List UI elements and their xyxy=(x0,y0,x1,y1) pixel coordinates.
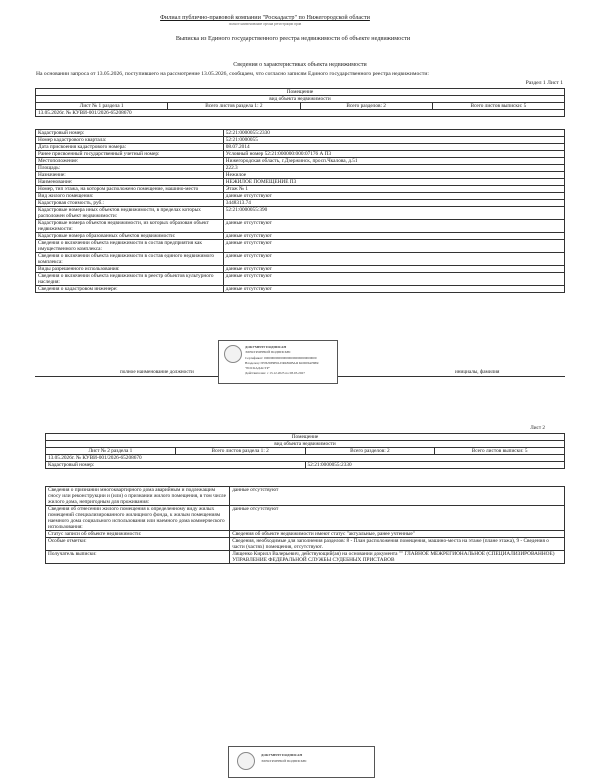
sheet1-header-table xyxy=(35,88,565,117)
row-value: 08.07.2014 xyxy=(223,144,564,151)
row-value: данные отсутствуют xyxy=(223,273,564,286)
emblem-icon xyxy=(224,345,242,363)
row-label: Кадастровые номера объектов недвижимости, из которых образован объект недвижимости: xyxy=(36,220,224,233)
table-row xyxy=(46,531,565,538)
row-value: 52:21:0000055 xyxy=(223,137,564,144)
stamp-owner-name: "РОСКАДАСТР" xyxy=(245,366,270,370)
row-label: Сведения о признании многоквартирного дома аварийным и подлежащим сносу или реконструкции и (или) о признании жилого помещения, в том числе жилого дома, непригодным для проживания: xyxy=(46,487,230,506)
row-label: Местоположение: xyxy=(36,158,224,165)
row-label: Кадастровый номер: xyxy=(36,130,224,137)
sections-count: Всего разделов: 2 xyxy=(300,103,432,110)
electronic-signature-stamp-2 xyxy=(228,746,375,778)
row-value: данные отсутствуют xyxy=(230,487,565,506)
row-value: Лященко Кирилл Валерьевич, действующий(ая) на основании документа "" ГЛАВНОЕ МЕЖРЕГИОНАЛЬНОЕ (СПЕЦИАЛИЗИРОВАННОЕ) УПРАВЛЕНИЕ ФЕДЕРАЛЬНОЙ СЛУЖБЫ СУДЕБНЫХ ПРИСТАВОВ xyxy=(230,551,565,564)
sheet1-data-table xyxy=(35,129,565,293)
table-row xyxy=(36,172,565,179)
section-sheet-count: Всего листов раздела 1: 2 xyxy=(175,448,305,455)
sheet2-header-table xyxy=(45,433,565,469)
document-number: 13.05.2026г. № КУВИ-001/2026-65208670 xyxy=(36,110,565,117)
table-row xyxy=(36,207,565,220)
row-label: Получатель выписки: xyxy=(46,551,230,564)
row-value: 3448313.74 xyxy=(223,200,564,207)
table-row xyxy=(36,266,565,273)
organization-name: Филиал публично-правовой компании "Роскадастр" по Нижегородской области xyxy=(160,14,370,21)
document-title: Выписка из Единого государственного реестра недвижимости об объекте недвижимости xyxy=(175,35,411,42)
table-row xyxy=(36,158,565,165)
table-row xyxy=(36,240,565,253)
row-label: Номер кадастрового квартала: xyxy=(36,137,224,144)
stamp-title: ДОКУМЕНТ ПОДПИСАН xyxy=(245,345,287,349)
sheet-number: Лист № 1 раздела 1 xyxy=(36,103,168,110)
row-label: Кадастровая стоимость, руб.: xyxy=(36,200,224,207)
table-row xyxy=(36,200,565,207)
table-row xyxy=(36,179,565,186)
stamp-validity: Действителен: с 13.12.2025 по 08.03.2027 xyxy=(245,371,305,375)
section-sheet-label: Раздел 1 Лист 1 xyxy=(525,80,563,86)
stamp-subtitle: ЭЛЕКТРОННОЙ ПОДПИСЬЮ xyxy=(261,759,307,763)
table-row xyxy=(36,130,565,137)
row-value: Условный номер 52:21:000000:000:07176 А П3 xyxy=(223,151,564,158)
object-type: Помещение xyxy=(46,434,565,441)
table-row xyxy=(36,253,565,266)
table-row xyxy=(36,151,565,158)
organization-caption: полное наименование органа регистрации прав xyxy=(228,22,302,26)
table-row xyxy=(46,506,565,531)
row-value: 52:21:0000055:390 xyxy=(223,207,564,220)
row-label: Дата присвоения кадастрового номера: xyxy=(36,144,224,151)
row-label: Сведения об отнесении жилого помещения к определенному виду жилых помещений специализированного жилищного фонда, к жилым помещениям наемного дома социального использования или наемного дома коммерческого использования: xyxy=(46,506,230,531)
emblem-icon xyxy=(237,752,255,770)
table-row xyxy=(36,220,565,233)
table-row xyxy=(36,144,565,151)
row-value: 222.3 xyxy=(223,165,564,172)
stamp-certificate: Сертификат: 0000000000000000000000000000000 xyxy=(245,356,317,360)
cadastral-number-value: 52:21:0000055:2330 xyxy=(305,462,565,469)
request-basis: На основании запроса от 13.05.2026, поступившего на рассмотрение 13.05.2026, сообщаем, что согласно записям Единого государственного реестра недвижимости: xyxy=(36,71,429,77)
section-sheet-count: Всего листов раздела 1: 2 xyxy=(168,103,300,110)
total-sheets-count: Всего листов выписки: 5 xyxy=(432,103,564,110)
table-row xyxy=(36,165,565,172)
row-label: Сведения о кадастровом инженере: xyxy=(36,286,224,293)
row-label: Статус записи об объекте недвижимости: xyxy=(46,531,230,538)
table-row xyxy=(36,193,565,200)
sheet2-label: Лист 2 xyxy=(530,425,545,431)
table-row xyxy=(36,286,565,293)
row-value: НЕЖИЛОЕ ПОМЕЩЕНИЕ П3 xyxy=(223,179,564,186)
row-value: данные отсутствуют xyxy=(223,233,564,240)
stamp-subtitle: ЭЛЕКТРОННОЙ ПОДПИСЬЮ xyxy=(245,350,291,354)
sheet-number: Лист № 2 раздела 1 xyxy=(46,448,176,455)
row-value: данные отсутствуют xyxy=(223,220,564,233)
object-kind-caption: вид объекта недвижимости xyxy=(36,96,565,103)
cadastral-number-label: Кадастровый номер: xyxy=(46,462,306,469)
row-value: Сведения, необходимые для заполнения разделов: 8 - План расположения помещения, машино-места на этаже (плане этажа), 9 - Сведения о части (частях) помещения, отсутствуют. xyxy=(230,538,565,551)
position-caption: полное наименование должности xyxy=(120,369,194,375)
row-label: Кадастровые номера иных объектов недвижимости, в пределах которых расположен объект недвижимости: xyxy=(36,207,224,220)
row-label: Ранее присвоенный государственный учетный номер: xyxy=(36,151,224,158)
row-label: Сведения о включении объекта недвижимости в состав предприятия как имущественного комплекса: xyxy=(36,240,224,253)
table-row xyxy=(46,487,565,506)
row-value: данные отсутствуют xyxy=(223,240,564,253)
row-value: данные отсутствуют xyxy=(230,506,565,531)
row-label: Вид жилого помещения: xyxy=(36,193,224,200)
object-kind-caption: вид объекта недвижимости xyxy=(46,441,565,448)
total-sheets-count: Всего листов выписки: 5 xyxy=(435,448,565,455)
row-value: данные отсутствуют xyxy=(223,266,564,273)
row-value: Нижегородская область, г.Дзержинск, просп.Чкалова, д.51 xyxy=(223,158,564,165)
row-label: Сведения о включении объекта недвижимости в реестр объектов культурного наследия: xyxy=(36,273,224,286)
row-label: Кадастровые номера образованных объектов недвижимости: xyxy=(36,233,224,240)
table-row xyxy=(36,233,565,240)
row-value: Сведения об объекте недвижимости имеют статус "актуальные, ранее учтенные" xyxy=(230,531,565,538)
row-value: 52:21:0000055:2330 xyxy=(223,130,564,137)
row-label: Назначение: xyxy=(36,172,224,179)
name-caption: инициалы, фамилия xyxy=(455,369,500,375)
row-label: Особые отметки: xyxy=(46,538,230,551)
electronic-signature-stamp xyxy=(218,340,338,384)
row-label: Номер, тип этажа, на котором расположено помещение, машино-место xyxy=(36,186,224,193)
row-label: Виды разрешенного использования: xyxy=(36,266,224,273)
sections-count: Всего разделов: 2 xyxy=(305,448,435,455)
object-type: Помещение xyxy=(36,89,565,96)
row-value: Нежилое xyxy=(223,172,564,179)
table-row xyxy=(46,551,565,564)
row-value: данные отсутствуют xyxy=(223,286,564,293)
table-row xyxy=(46,538,565,551)
row-label: Сведения о включении объекта недвижимости в состав единого недвижимого комплекса: xyxy=(36,253,224,266)
section-title: Сведения о характеристиках объекта недвижимости xyxy=(233,62,367,68)
stamp-owner: Владелец: ПУБЛИЧНО-ПРАВОВАЯ КОМПАНИЯ xyxy=(245,361,319,365)
stamp-title: ДОКУМЕНТ ПОДПИСАН xyxy=(261,753,303,757)
row-value: данные отсутствуют xyxy=(223,193,564,200)
row-label: Наименование: xyxy=(36,179,224,186)
table-row xyxy=(36,273,565,286)
table-row xyxy=(36,137,565,144)
row-value: Этаж № 1 xyxy=(223,186,564,193)
row-value: данные отсутствуют xyxy=(223,253,564,266)
sheet2-data-table xyxy=(45,486,565,564)
table-row xyxy=(36,186,565,193)
row-label: Площадь: xyxy=(36,165,224,172)
document-number: 13.05.2026г. № КУВИ-001/2026-65208670 xyxy=(46,455,565,462)
